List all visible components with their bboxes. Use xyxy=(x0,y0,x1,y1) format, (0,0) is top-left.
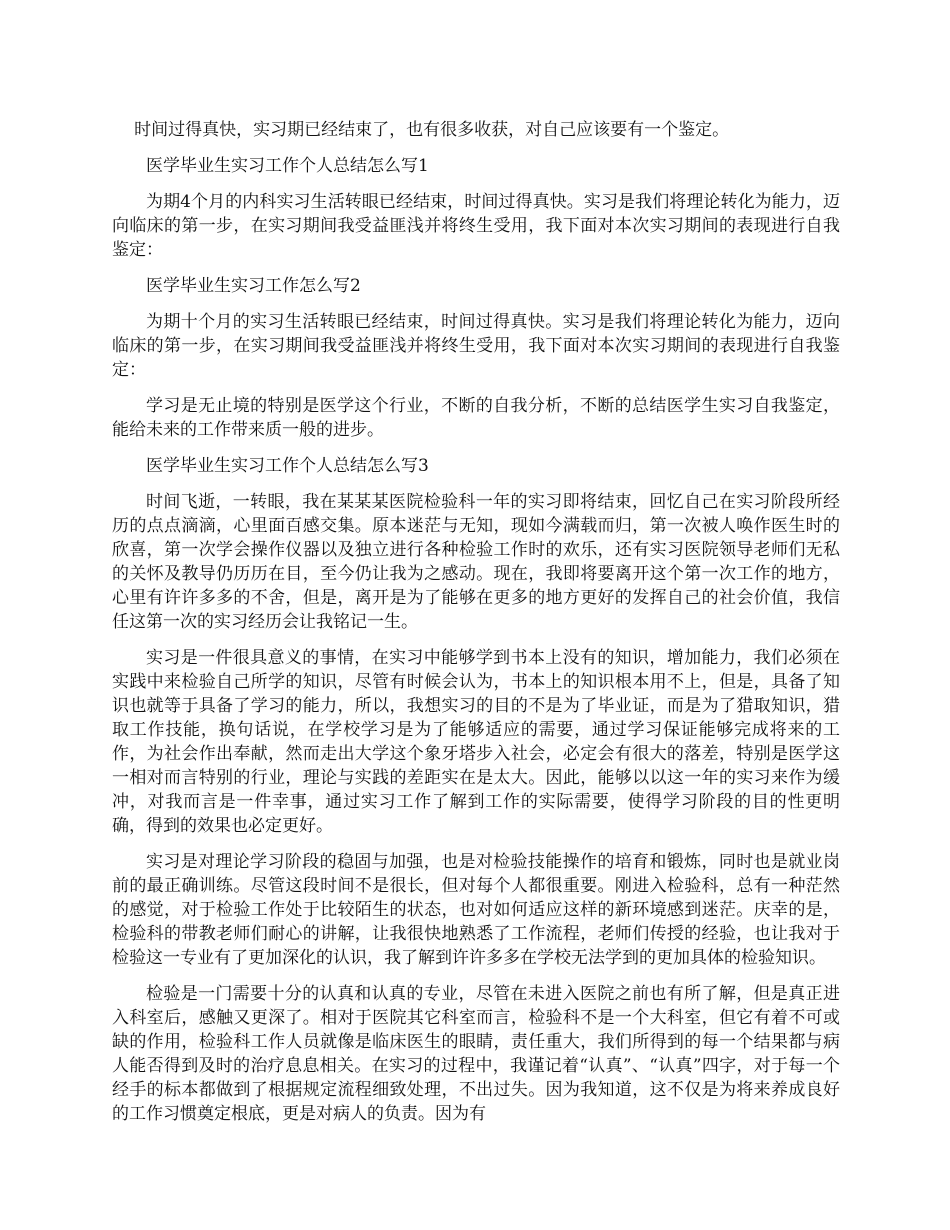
body-paragraph: 实习是对理论学习阶段的稳固与加强，也是对检验技能操作的培育和锻炼，同时也是就业岗前的最正确训练。尽管这段时间不是很长，但对每个人都很重要。刚进入检验科，总有一种茫然的感觉，对于检验工作处于比较陌生的状态，也对如何适应这样的新环境感到迷茫。庆幸的是，检验科的带教老师们耐心的讲解，让我很快地熟悉了工作流程，老师们传授的经验，也让我对于检验这一专业有了更加深化的认识，我了解到许许多多在学校无法学到的更加具体的检验知识。 xyxy=(112,852,840,968)
intro-paragraph: 时间过得真快，实习期已经结束了，也有很多收获，对自己应该要有一个鉴定。 xyxy=(134,120,730,140)
spacer xyxy=(112,442,840,454)
spacer xyxy=(112,382,840,394)
spacer xyxy=(112,262,840,274)
body-paragraph: 检验是一门需要十分的认真和认真的专业，尽管在未进入医院之前也有所了解，但是真正进入科室后，感触又更深了。相对于医院其它科室而言，检验科不是一个大科室，但它有着不可或缺的作用，检验科工作人员就像是临床医生的眼睛，责任重大，我们所得到的每一个结果都与病人能否得到及时的治疗息息相关。在实习的过程中，我谨记着“认真”、“认真”四字，对于每一个经手的标本都做到了根据规定流程细致处理，不出过失。因为我知道，这不仅是为将来养成良好的工作习惯奠定根底，更是对病人的负责。因为有 xyxy=(112,984,840,1124)
spacer xyxy=(112,142,840,154)
document-page xyxy=(112,118,840,1126)
section-heading-1: 医学毕业生实习工作个人总结怎么写1 xyxy=(146,156,429,176)
spacer xyxy=(112,970,840,982)
body-paragraph: 时间飞逝，一转眼，我在某某某医院检验科一年的实习即将结束，回忆自己在实习阶段所经历的点点滴滴，心里面百感交集。原本迷茫与无知，现如今满载而归，第一次被人唤作医生时的欣喜，第一次学会操作仪器以及独立进行各种检验工作时的欢乐，还有实习医院领导老师们无私的关怀及教导仍历历在目，至今仍让我为之感动。现在，我即将要离开这个第一次工作的地方，心里有许许多多的不舍，但是，离开是为了能够在更多的地方更好的发挥自己的社会价值，我信任这第一次的实习经历会让我铭记一生。 xyxy=(112,492,840,632)
spacer xyxy=(112,634,840,646)
spacer xyxy=(112,478,840,490)
section-heading-2: 医学毕业生实习工作怎么写2 xyxy=(146,276,361,296)
spacer xyxy=(112,298,840,310)
body-paragraph: 为期十个月的实习生活转眼已经结束，时间过得真快。实习是我们将理论转化为能力，迈向临床的第一步，在实习期间我受益匪浅并将终生受用，我下面对本次实习期间的表现进行自我鉴定： xyxy=(112,312,840,380)
body-paragraph: 实习是一件很具意义的事情，在实习中能够学到书本上没有的知识，增加能力，我们必须在实践中来检验自己所学的知识，尽管有时候会认为，书本上的知识根本用不上，但是，具备了知识也就等于具备了学习的能力，所以，我想实习的目的不是为了毕业证，而是为了猎取知识，猎取工作技能，换句话说，在学校学习是为了能够适应的需要，通过学习保证能够完成将来的工作，为社会作出奉献，然而走出大学这个象牙塔步入社会，必定会有很大的落差，特别是医学这一相对而言特别的行业，理论与实践的差距实在是太大。因此，能够以以这一年的实习来作为缓冲，对我而言是一件幸事，通过实习工作了解到工作的实际需要，使得学习阶段的目的性更明确，得到的效果也必定更好。 xyxy=(112,648,840,836)
spacer xyxy=(112,838,840,850)
spacer xyxy=(112,178,840,190)
body-paragraph: 为期4个月的内科实习生活转眼已经结束，时间过得真快。实习是我们将理论转化为能力，迈向临床的第一步，在实习期间我受益匪浅并将终生受用，我下面对本次实习期间的表现进行自我鉴定： xyxy=(112,192,840,260)
body-paragraph: 学习是无止境的特别是医学这个行业，不断的自我分析，不断的总结医学生实习自我鉴定，能给未来的工作带来质一般的进步。 xyxy=(112,396,840,440)
section-heading-3: 医学毕业生实习工作个人总结怎么写3 xyxy=(146,456,429,476)
